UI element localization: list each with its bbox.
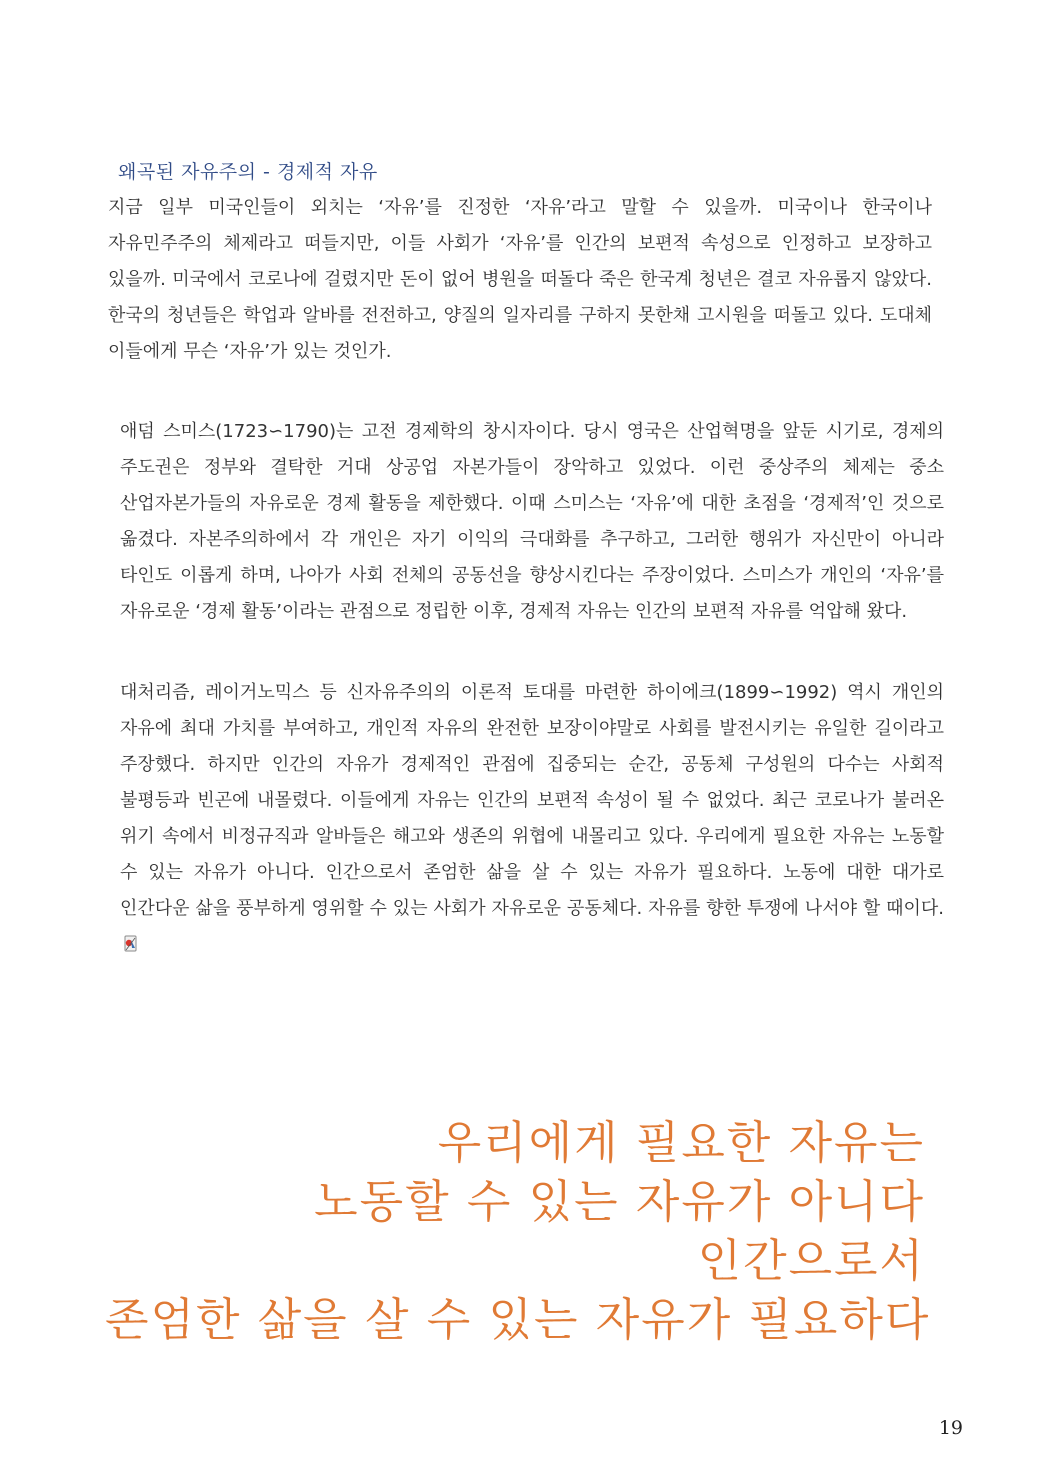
paragraph-3 xyxy=(108,675,944,963)
pull-quote-line-1: 우리에게 필요한 자유는 xyxy=(437,1116,925,1169)
end-mark-icon xyxy=(122,930,138,948)
pull-quote-line-2: 노동할 수 있는 자유가 아니다 xyxy=(314,1175,925,1228)
paragraph-1: 지금 일부 미국인들이 외치는 ‘자유’를 진정한 ‘자유’라고 말할 수 있을까. 미국이나 한국이나 자유민주주의 체제라고 떠들지만, 이들 사회가 ‘자유’를 인간의 보편적 속성으로 인정하고 보장하고 있을까. 미국에서 코로나에 걸렸지만 돈이 없어 병원을 떠돌다 죽은 한국계 청년은 결코 자유롭지 않았다. 한국의 청년들은 학업과 알바를 전전하고, 양질의 일자리를 구하지 못한채 고시원을 떠돌고 있다. 도대체 이들에게 무슨 ‘자유’가 있는 것인가. xyxy=(108,197,932,362)
paragraph-2: 애덤 스미스(1723∽1790)는 고전 경제학의 창시자이다. 당시 영국은 산업혁명을 앞둔 시기로, 경제의 주도권은 정부와 결탁한 거대 상공업 자본가들이 장악하고 있었다. 이런 중상주의 체제는 중소 산업자본가들의 자유로운 경제 활동을 제한했다. 이때 스미스는 ‘자유’에 대한 초점을 ‘경제적’인 것으로 옮겼다. 자본주의하에서 각 개인은 자기 이익의 극대화를 추구하고, 그러한 행위가 자신만이 아니라 타인도 이롭게 하며, 나아가 사회 전체의 공동선을 향상시킨다는 주장이었다. 스미스가 개인의 ‘자유’를 자유로운 ‘경제 활동’이라는 관점으로 정립한 이후, 경제적 자유는 인간의 보편적 자유를 억압해 왔다. xyxy=(120,421,944,622)
pull-quote-line-3: 인간으로서 xyxy=(697,1234,925,1287)
pull-quote xyxy=(105,1113,931,1349)
paragraph-3-text: 대처리즘, 레이거노믹스 등 신자유주의의 이론적 토대를 마련한 하이에크(1899∽1992) 역시 개인의 자유에 최대 가치를 부여하고, 개인적 자유의 완전한 보장이야말로 사회를 발전시키는 유일한 길이라고 주장했다. 하지만 인간의 자유가 경제적인 관점에 집중되는 순간, 공동체 구성원의 다수는 사회적 불평등과 빈곤에 내몰렸다. 이들에게 자유는 인간의 보편적 속성이 될 수 없었다. 최근 코로나가 불러온 위기 속에서 비정규직과 알바들은 해고와 생존의 위협에 내몰리고 있다. 우리에게 필요한 자유는 노동할 수 있는 자유가 아니다. 인간으로서 존엄한 삶을 살 수 있는 자유가 필요하다. 노동에 대한 대가로 인간다운 삶을 풍부하게 영위할 수 있는 사회가 자유로운 공동체다. 자유를 향한 투쟁에 나서야 할 때이다. xyxy=(120,682,944,919)
page-number: 19 xyxy=(938,1417,963,1439)
pull-quote-line-4: 존엄한 삶을 살 수 있는 자유가 필요하다 xyxy=(105,1293,931,1346)
section-heading: 왜곡된 자유주의 - 경제적 자유 xyxy=(118,161,378,183)
